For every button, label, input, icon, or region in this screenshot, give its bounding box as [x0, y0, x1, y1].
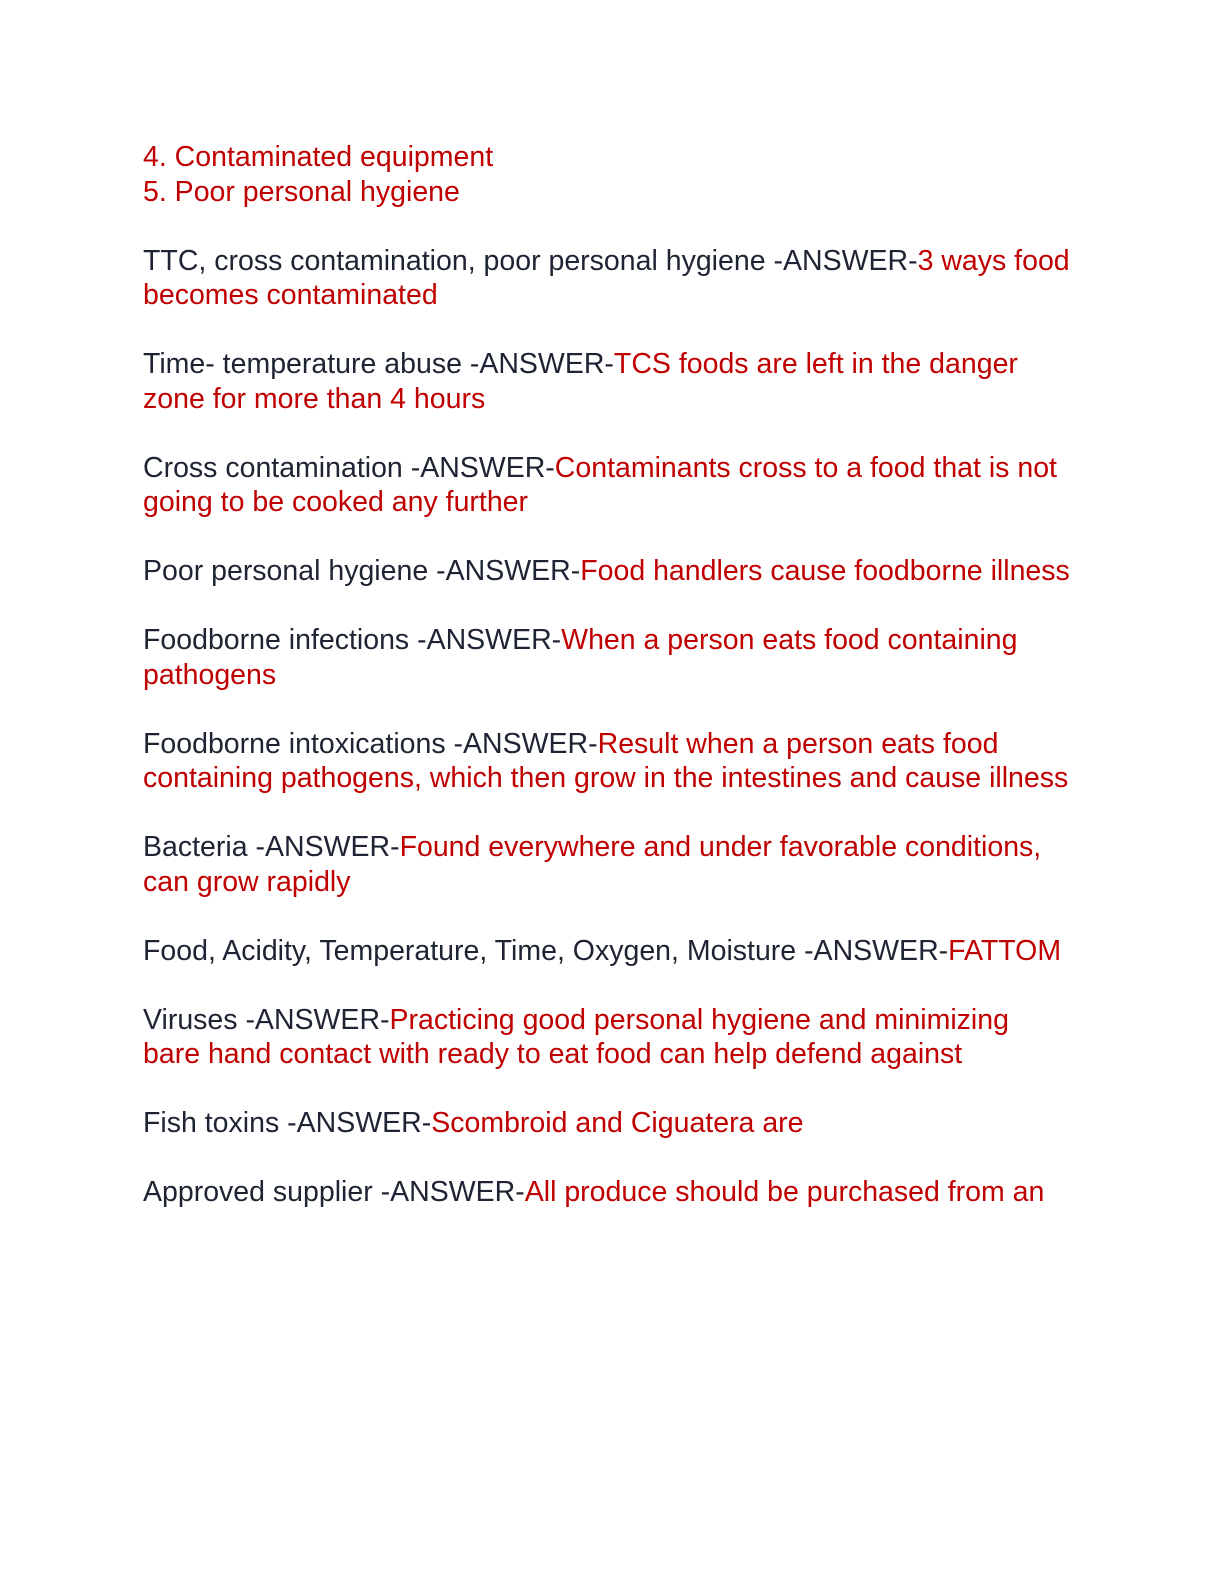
answer-separator: -ANSWER- — [410, 451, 555, 484]
entry-answer: FATTOM — [948, 934, 1062, 967]
flashcard-entry — [143, 727, 1073, 796]
entry-term: Food, Acidity, Temperature, Time, Oxygen, Moisture — [143, 934, 805, 967]
page-content — [143, 140, 1073, 1210]
flashcard-entry — [143, 244, 1073, 313]
entry-answer: Result when a person eats food containing pathogens, which then grow in the intestines and cause illness — [143, 727, 1069, 794]
flashcard-entry — [143, 1106, 1073, 1141]
answer-separator: -ANSWER- — [417, 624, 562, 656]
numbered-list — [143, 140, 1073, 209]
entry-answer: Scombroid and Ciguatera are — [431, 1107, 804, 1139]
flashcard-list — [143, 244, 1073, 1210]
entry-answer: Food handlers cause foodborne illness — [580, 555, 1070, 587]
flashcard-entry — [143, 451, 1073, 520]
answer-separator: -ANSWER- — [255, 831, 400, 863]
flashcard-entry — [143, 623, 1073, 692]
entry-term: TTC, cross contamination, poor personal hygiene — [143, 244, 774, 277]
entry-answer: Contaminants cross to a food that is not going to be cooked any further — [143, 451, 1057, 518]
entry-answer: When a person eats food containing pathogens — [143, 624, 1018, 691]
entry-term: Poor personal hygiene — [143, 555, 437, 587]
entry-term: Foodborne intoxications — [143, 727, 454, 760]
answer-separator: -ANSWER- — [245, 1003, 390, 1036]
entry-term: Approved supplier — [143, 1176, 381, 1208]
answer-separator: -ANSWER- — [453, 727, 598, 760]
entry-term: Cross contamination — [143, 451, 411, 484]
entry-answer: 3 ways food becomes contaminated — [143, 244, 1070, 311]
entry-answer: TCS foods are left in the danger zone for more than 4 hours — [143, 348, 1018, 415]
entry-term: Bacteria — [143, 831, 256, 863]
entry-answer: All produce should be purchased from an — [524, 1176, 1045, 1208]
list-item: 5. Poor personal hygiene — [143, 175, 460, 208]
entry-term: Fish toxins — [143, 1107, 288, 1139]
entry-term: Foodborne infections — [143, 624, 418, 656]
answer-separator: -ANSWER- — [469, 348, 614, 380]
list-item: 4. Contaminated equipment — [143, 141, 494, 173]
flashcard-entry — [143, 554, 1073, 589]
flashcard-entry — [143, 934, 1073, 969]
entry-term: Viruses — [143, 1003, 246, 1036]
entry-answer: Practicing good personal hygiene and minimizing bare hand contact with ready to eat food can help defend against — [143, 1003, 1009, 1070]
flashcard-entry — [143, 1175, 1073, 1210]
flashcard-entry — [143, 830, 1073, 899]
entry-term: Time- temperature abuse — [143, 348, 470, 380]
answer-separator: -ANSWER- — [436, 555, 581, 587]
entry-answer: Found everywhere and under favorable conditions, can grow rapidly — [143, 831, 1042, 898]
answer-separator: -ANSWER- — [804, 934, 949, 967]
answer-separator: -ANSWER- — [287, 1107, 432, 1139]
flashcard-entry — [143, 347, 1073, 416]
answer-separator: -ANSWER- — [380, 1176, 525, 1208]
flashcard-entry — [143, 1003, 1073, 1072]
answer-separator: -ANSWER- — [773, 244, 918, 277]
